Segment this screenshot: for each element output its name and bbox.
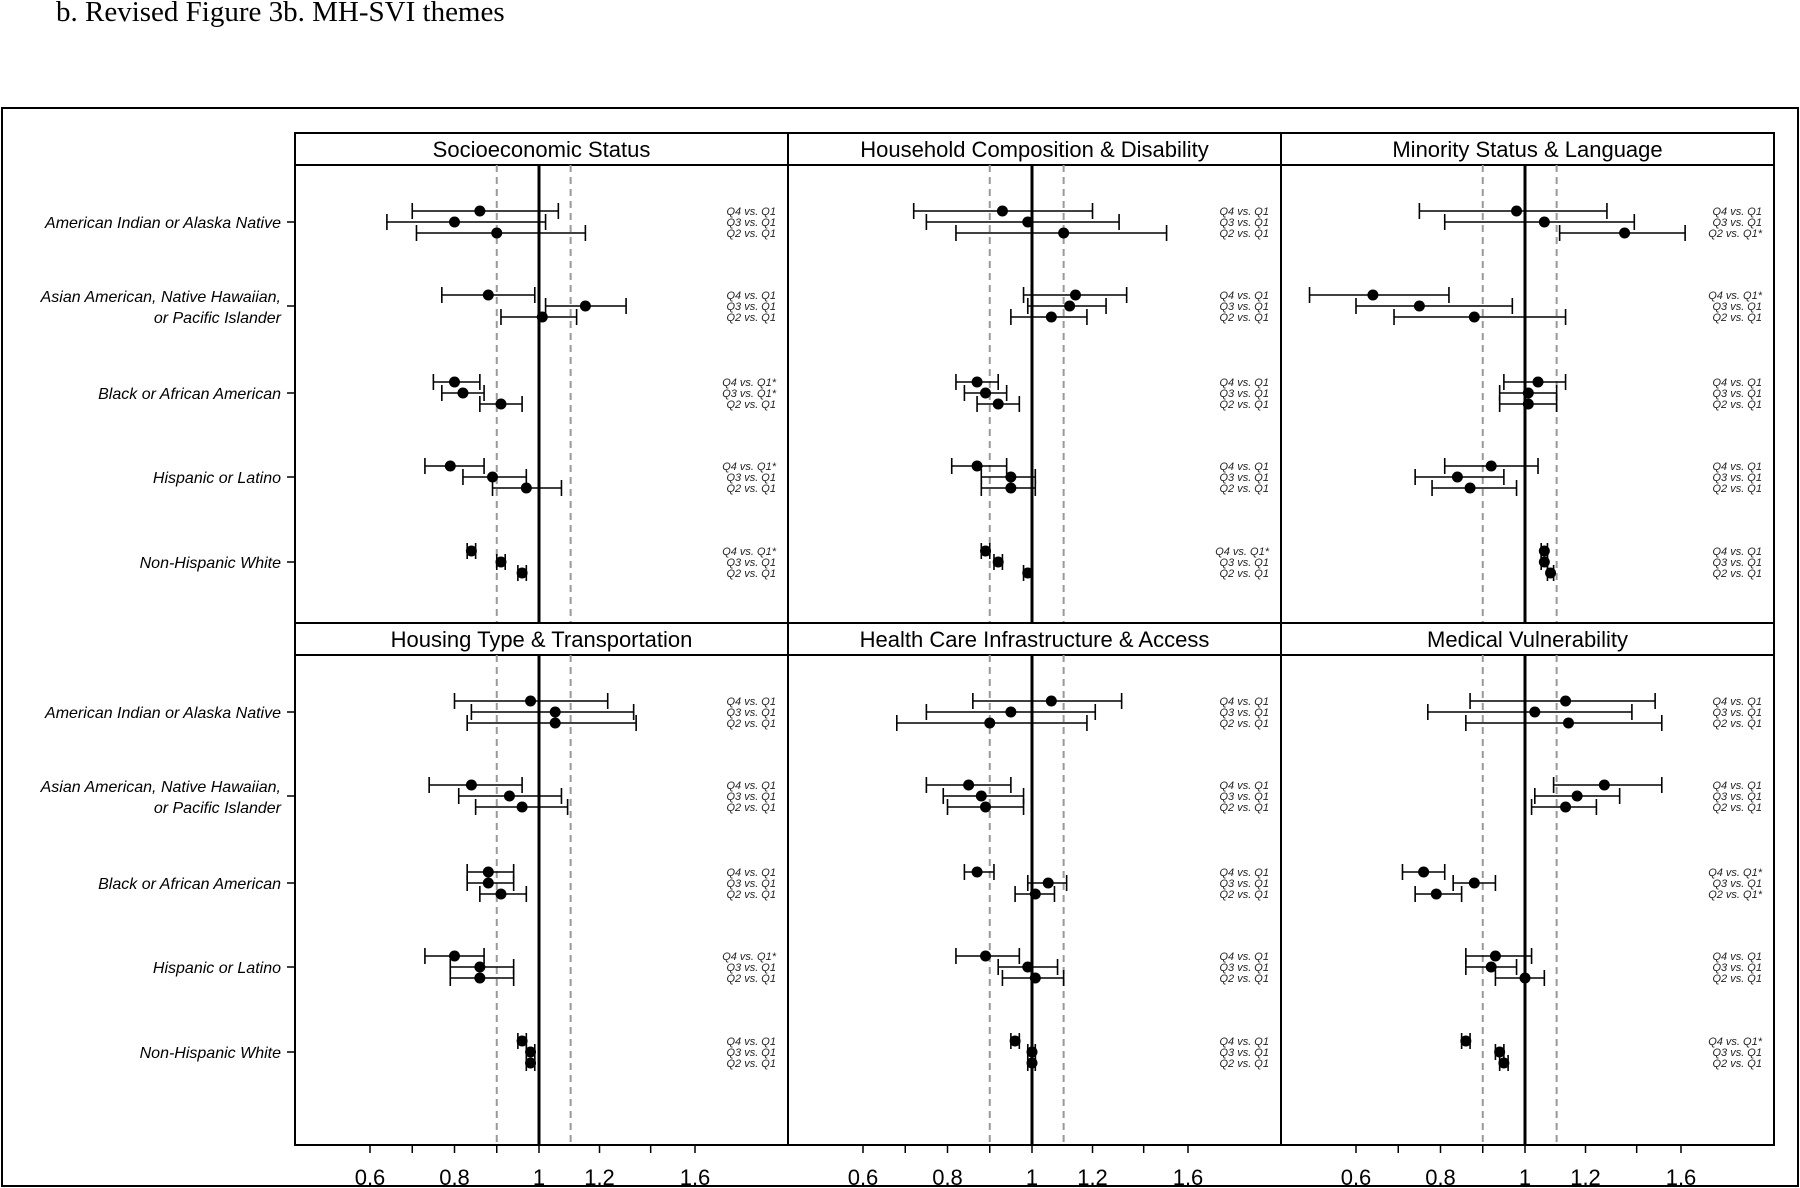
odds-ratio-point (495, 889, 506, 900)
comparison-label: Q4 vs. Q1 (1712, 206, 1762, 218)
comparison-label: Q3 vs. Q1 (1712, 707, 1762, 719)
odds-ratio-point (1418, 867, 1429, 878)
odds-ratio-point (1027, 1058, 1038, 1069)
comparison-label: Q4 vs. Q1* (722, 377, 776, 389)
panel-title: Socioeconomic Status (432, 137, 651, 162)
odds-ratio-point (1005, 707, 1016, 718)
group-label: Black or African American (98, 386, 281, 403)
comparison-label: Q4 vs. Q1 (726, 867, 776, 879)
comparison-label: Q2 vs. Q1 (1219, 718, 1269, 730)
comparison-label: Q2 vs. Q1 (1712, 802, 1762, 814)
comparison-label: Q3 vs. Q1 (1712, 472, 1762, 484)
odds-ratio-point (474, 973, 485, 984)
comparison-label: Q3 vs. Q1 (726, 1047, 776, 1059)
comparison-label: Q3 vs. Q1 (1712, 301, 1762, 313)
comparison-label: Q3 vs. Q1 (726, 472, 776, 484)
odds-ratio-point (1539, 217, 1550, 228)
comparison-label: Q4 vs. Q1 (1219, 290, 1269, 302)
group-label: Asian American, Native Hawaiian, (40, 779, 281, 796)
x-tick-label: 0.6 (847, 1165, 879, 1188)
odds-ratio-point (495, 399, 506, 410)
comparison-label: Q4 vs. Q1 (1219, 461, 1269, 473)
odds-ratio-point (525, 1058, 536, 1069)
odds-ratio-point (1560, 802, 1571, 813)
comparison-label: Q3 vs. Q1 (726, 962, 776, 974)
x-tick-label: 1 (532, 1165, 546, 1188)
comparison-label: Q3 vs. Q1 (1712, 791, 1762, 803)
x-tick-label: 1.6 (1172, 1165, 1204, 1188)
comparison-label: Q4 vs. Q1 (1712, 546, 1762, 558)
comparison-label: Q2 vs. Q1 (726, 568, 776, 580)
odds-ratio-point (1046, 312, 1057, 323)
comparison-label: Q4 vs. Q1 (726, 1036, 776, 1048)
comparison-label: Q2 vs. Q1 (726, 718, 776, 730)
odds-ratio-point (980, 388, 991, 399)
odds-ratio-point (997, 206, 1008, 217)
odds-ratio-point (1431, 889, 1442, 900)
odds-ratio-point (1043, 878, 1054, 889)
odds-ratio-point (963, 780, 974, 791)
odds-ratio-point (1619, 228, 1630, 239)
panel-title: Minority Status & Language (1392, 137, 1663, 162)
odds-ratio-point (980, 546, 991, 557)
comparison-label: Q4 vs. Q1 (726, 696, 776, 708)
comparison-label: Q2 vs. Q1 (726, 228, 776, 240)
comparison-label: Q4 vs. Q1* (722, 951, 776, 963)
comparison-label: Q3 vs. Q1 (726, 301, 776, 313)
odds-ratio-point (550, 707, 561, 718)
x-tick-label: 0.6 (354, 1165, 386, 1188)
odds-ratio-point (993, 399, 1004, 410)
comparison-label: Q2 vs. Q1 (1219, 399, 1269, 411)
comparison-label: Q4 vs. Q1 (1219, 377, 1269, 389)
comparison-label: Q4 vs. Q1 (1219, 780, 1269, 792)
odds-ratio-point (525, 696, 536, 707)
panel-4 (40, 623, 788, 1188)
x-tick-label: 1.2 (1570, 1165, 1601, 1188)
odds-ratio-point (972, 377, 983, 388)
odds-ratio-point (1498, 1058, 1509, 1069)
comparison-label: Q2 vs. Q1 (726, 1058, 776, 1070)
comparison-label: Q2 vs. Q1* (1708, 228, 1762, 240)
group-label: American Indian or Alaska Native (45, 215, 281, 232)
comparison-label: Q4 vs. Q1 (1712, 696, 1762, 708)
x-tick-label: 1.6 (679, 1165, 711, 1188)
comparison-label: Q2 vs. Q1 (1712, 312, 1762, 324)
odds-ratio-point (1520, 973, 1531, 984)
odds-ratio-point (483, 290, 494, 301)
panel-5 (788, 623, 1281, 1188)
odds-ratio-point (1414, 301, 1425, 312)
comparison-label: Q4 vs. Q1 (1219, 206, 1269, 218)
comparison-label: Q3 vs. Q1 (1219, 217, 1269, 229)
odds-ratio-point (445, 461, 456, 472)
odds-ratio-point (1005, 483, 1016, 494)
odds-ratio-point (1523, 399, 1534, 410)
comparison-label: Q4 vs. Q1 (1712, 377, 1762, 389)
comparison-label: Q4 vs. Q1 (1712, 951, 1762, 963)
comparison-label: Q4 vs. Q1 (1712, 780, 1762, 792)
comparison-label: Q2 vs. Q1 (1219, 483, 1269, 495)
odds-ratio-point (1560, 696, 1571, 707)
comparison-label: Q4 vs. Q1 (726, 206, 776, 218)
x-tick-label: 1 (1025, 1165, 1039, 1188)
comparison-label: Q2 vs. Q1 (726, 399, 776, 411)
comparison-label: Q3 vs. Q1 (1712, 557, 1762, 569)
odds-ratio-point (474, 206, 485, 217)
comparison-label: Q3 vs. Q1 (726, 791, 776, 803)
odds-ratio-point (1533, 377, 1544, 388)
comparison-label: Q2 vs. Q1 (1712, 483, 1762, 495)
odds-ratio-point (1452, 472, 1463, 483)
odds-ratio-point (580, 301, 591, 312)
odds-ratio-point (980, 802, 991, 813)
odds-ratio-point (1511, 206, 1522, 217)
comparison-label: Q4 vs. Q1 (726, 780, 776, 792)
comparison-label: Q2 vs. Q1 (1712, 399, 1762, 411)
odds-ratio-point (1545, 568, 1556, 579)
panel-plot-area (788, 655, 1281, 1145)
comparison-label: Q4 vs. Q1 (1219, 696, 1269, 708)
odds-ratio-point (466, 780, 477, 791)
odds-ratio-point (521, 483, 532, 494)
comparison-label: Q2 vs. Q1 (1219, 228, 1269, 240)
x-tick-label: 1 (1518, 1165, 1532, 1188)
odds-ratio-point (495, 557, 506, 568)
comparison-label: Q4 vs. Q1 (1219, 951, 1269, 963)
group-label: Black or African American (98, 876, 281, 893)
x-tick-label: 1.2 (1077, 1165, 1108, 1188)
comparison-label: Q2 vs. Q1 (1219, 973, 1269, 985)
comparison-label: Q2 vs. Q1 (726, 312, 776, 324)
odds-ratio-point (1022, 962, 1033, 973)
comparison-label: Q4 vs. Q1* (1708, 290, 1762, 302)
x-tick-label: 0.8 (1425, 1165, 1456, 1188)
odds-ratio-point (1523, 388, 1534, 399)
comparison-label: Q2 vs. Q1 (1712, 973, 1762, 985)
odds-ratio-point (550, 718, 561, 729)
odds-ratio-point (1058, 228, 1069, 239)
odds-ratio-point (1367, 290, 1378, 301)
comparison-label: Q4 vs. Q1 (726, 290, 776, 302)
odds-ratio-point (1022, 568, 1033, 579)
comparison-label: Q3 vs. Q1 (1219, 707, 1269, 719)
odds-ratio-point (474, 962, 485, 973)
odds-ratio-point (1465, 483, 1476, 494)
odds-ratio-point (1070, 290, 1081, 301)
comparison-label: Q3 vs. Q1 (1219, 878, 1269, 890)
comparison-label: Q3 vs. Q1 (1712, 962, 1762, 974)
comparison-label: Q3 vs. Q1 (726, 557, 776, 569)
comparison-label: Q2 vs. Q1 (1712, 568, 1762, 580)
comparison-label: Q2 vs. Q1 (1219, 889, 1269, 901)
odds-ratio-point (1005, 472, 1016, 483)
odds-ratio-point (1572, 791, 1583, 802)
odds-ratio-point (517, 568, 528, 579)
panel-title: Health Care Infrastructure & Access (859, 627, 1210, 652)
group-label: Asian American, Native Hawaiian, (40, 289, 281, 306)
figure-heading: b. Revised Figure 3b. MH-SVI themes (56, 0, 505, 28)
comparison-label: Q2 vs. Q1* (1708, 889, 1762, 901)
comparison-label: Q4 vs. Q1 (1712, 461, 1762, 473)
odds-ratio-point (449, 377, 460, 388)
comparison-label: Q3 vs. Q1 (1219, 472, 1269, 484)
comparison-label: Q3 vs. Q1 (726, 217, 776, 229)
group-label: or Pacific Islander (153, 800, 281, 817)
odds-ratio-point (1460, 1036, 1471, 1047)
odds-ratio-point (1010, 1036, 1021, 1047)
panel-title: Housing Type & Transportation (390, 627, 693, 652)
x-tick-label: 0.8 (439, 1165, 470, 1188)
comparison-label: Q3 vs. Q1 (1219, 388, 1269, 400)
comparison-label: Q2 vs. Q1 (726, 483, 776, 495)
panel-3 (1281, 133, 1774, 623)
x-tick-label: 0.8 (932, 1165, 963, 1188)
odds-ratio-point (537, 312, 548, 323)
odds-ratio-point (1030, 889, 1041, 900)
odds-ratio-point (504, 791, 515, 802)
comparison-label: Q2 vs. Q1 (1219, 568, 1269, 580)
comparison-label: Q4 vs. Q1* (722, 546, 776, 558)
odds-ratio-point (1469, 878, 1480, 889)
panel-6 (1281, 623, 1774, 1188)
panel-plot-area (1281, 655, 1774, 1145)
comparison-label: Q2 vs. Q1 (1712, 718, 1762, 730)
odds-ratio-point (1046, 696, 1057, 707)
comparison-label: Q3 vs. Q1 (1219, 962, 1269, 974)
odds-ratio-point (1022, 217, 1033, 228)
odds-ratio-point (976, 791, 987, 802)
comparison-label: Q3 vs. Q1 (1712, 878, 1762, 890)
odds-ratio-point (980, 951, 991, 962)
odds-ratio-point (1030, 973, 1041, 984)
odds-ratio-point (1490, 951, 1501, 962)
group-label: American Indian or Alaska Native (45, 705, 281, 722)
comparison-label: Q4 vs. Q1 (1219, 867, 1269, 879)
group-label: Non-Hispanic White (139, 1045, 281, 1062)
comparison-label: Q4 vs. Q1* (1708, 867, 1762, 879)
comparison-label: Q3 vs. Q1 (726, 878, 776, 890)
odds-ratio-point (517, 802, 528, 813)
comparison-label: Q4 vs. Q1* (722, 461, 776, 473)
panel-2 (788, 133, 1281, 623)
odds-ratio-point (1064, 301, 1075, 312)
odds-ratio-point (1563, 718, 1574, 729)
odds-ratio-point (491, 228, 502, 239)
odds-ratio-point (466, 546, 477, 557)
comparison-label: Q2 vs. Q1 (726, 973, 776, 985)
odds-ratio-point (993, 557, 1004, 568)
comparison-label: Q3 vs. Q1 (1712, 388, 1762, 400)
comparison-label: Q3 vs. Q1 (1712, 217, 1762, 229)
group-label: Hispanic or Latino (152, 470, 281, 487)
comparison-label: Q2 vs. Q1 (1712, 1058, 1762, 1070)
comparison-label: Q2 vs. Q1 (726, 802, 776, 814)
x-tick-label: 1.6 (1665, 1165, 1697, 1188)
group-label: or Pacific Islander (153, 310, 281, 327)
comparison-label: Q3 vs. Q1 (726, 707, 776, 719)
comparison-label: Q2 vs. Q1 (1219, 312, 1269, 324)
comparison-label: Q2 vs. Q1 (1219, 1058, 1269, 1070)
odds-ratio-point (1486, 461, 1497, 472)
panel-title: Medical Vulnerability (1427, 627, 1628, 652)
comparison-label: Q3 vs. Q1 (1219, 557, 1269, 569)
odds-ratio-point (1599, 780, 1610, 791)
comparison-label: Q3 vs. Q1 (1219, 1047, 1269, 1059)
comparison-label: Q2 vs. Q1 (1219, 802, 1269, 814)
comparison-label: Q4 vs. Q1* (1215, 546, 1269, 558)
comparison-label: Q2 vs. Q1 (726, 889, 776, 901)
comparison-label: Q3 vs. Q1* (722, 388, 776, 400)
odds-ratio-point (972, 867, 983, 878)
comparison-label: Q4 vs. Q1* (1708, 1036, 1762, 1048)
odds-ratio-point (984, 718, 995, 729)
panel-title: Household Composition & Disability (860, 137, 1209, 162)
odds-ratio-point (483, 867, 494, 878)
panel-1 (40, 133, 788, 623)
group-label: Hispanic or Latino (152, 960, 281, 977)
x-tick-label: 1.2 (584, 1165, 615, 1188)
odds-ratio-point (1529, 707, 1540, 718)
odds-ratio-point (483, 878, 494, 889)
odds-ratio-point (457, 388, 468, 399)
x-tick-label: 0.6 (1340, 1165, 1372, 1188)
comparison-label: Q3 vs. Q1 (1712, 1047, 1762, 1059)
comparison-label: Q3 vs. Q1 (1219, 791, 1269, 803)
odds-ratio-point (1469, 312, 1480, 323)
panel-plot-area (295, 655, 788, 1145)
comparison-label: Q3 vs. Q1 (1219, 301, 1269, 313)
group-label: Non-Hispanic White (139, 555, 281, 572)
comparison-label: Q4 vs. Q1 (1219, 1036, 1269, 1048)
odds-ratio-point (449, 217, 460, 228)
